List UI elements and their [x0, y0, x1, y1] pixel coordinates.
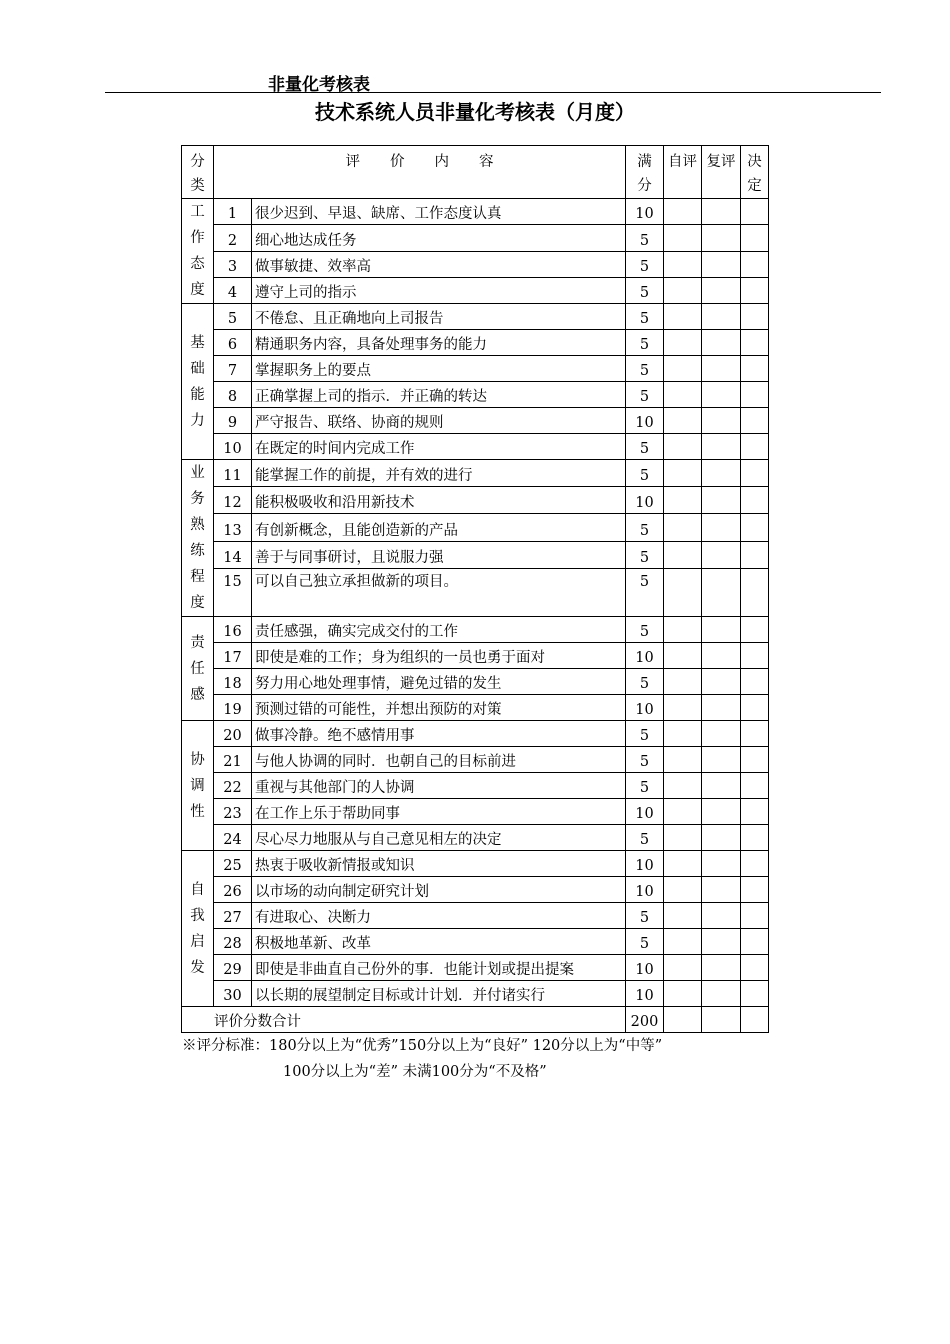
- self-eval-cell: [664, 408, 702, 434]
- decision-cell: [741, 747, 769, 773]
- review-cell: [702, 434, 741, 460]
- item-text: 责任感强，确实完成交付的工作: [252, 617, 626, 643]
- table-row: [182, 617, 769, 643]
- full-score: 10: [626, 955, 664, 981]
- review-cell: [702, 251, 741, 277]
- decision-cell: [741, 487, 769, 514]
- self-eval-cell: [664, 617, 702, 643]
- item-number: 3: [214, 251, 252, 277]
- self-eval-cell: [664, 199, 702, 225]
- item-number: 24: [214, 825, 252, 851]
- review-cell: [702, 799, 741, 825]
- review-cell: [702, 695, 741, 721]
- table-row: [182, 487, 769, 514]
- table-row: [182, 955, 769, 981]
- item-text: 即使是非曲直自己份外的事．也能计划或提出提案: [252, 955, 626, 981]
- item-number: 17: [214, 643, 252, 669]
- decision-cell: [741, 955, 769, 981]
- self-eval-cell: [664, 955, 702, 981]
- self-eval-cell: [664, 643, 702, 669]
- item-text: 能掌握工作的前提，并有效的进行: [252, 460, 626, 487]
- table-row: [182, 643, 769, 669]
- full-score: 10: [626, 199, 664, 225]
- full-score: 10: [626, 799, 664, 825]
- item-text: 热衷于吸收新情报或知识: [252, 851, 626, 877]
- item-text: 做事敏捷、效率高: [252, 251, 626, 277]
- item-text: 能积极吸收和沿用新技术: [252, 487, 626, 514]
- item-number: 13: [214, 514, 252, 541]
- full-score: 10: [626, 408, 664, 434]
- decision-cell: [741, 408, 769, 434]
- self-eval-cell: [664, 541, 702, 568]
- decision-cell: [741, 304, 769, 330]
- item-number: 25: [214, 851, 252, 877]
- item-text: 细心地达成任务: [252, 225, 626, 251]
- self-eval-cell: [664, 799, 702, 825]
- self-eval-cell: [664, 304, 702, 330]
- item-number: 12: [214, 487, 252, 514]
- header-self-eval: 自评: [664, 146, 702, 199]
- full-score: 5: [626, 721, 664, 747]
- table-row: [182, 825, 769, 851]
- item-text: 在既定的时间内完成工作: [252, 434, 626, 460]
- decision-cell: [741, 669, 769, 695]
- item-number: 28: [214, 929, 252, 955]
- self-eval-cell: [664, 903, 702, 929]
- table-row: [182, 356, 769, 382]
- decision-cell: [741, 825, 769, 851]
- decision-cell: [741, 799, 769, 825]
- item-text: 以长期的展望制定目标或计计划．并付诸实行: [252, 981, 626, 1007]
- table-row: [182, 408, 769, 434]
- decision-cell: [741, 877, 769, 903]
- evaluation-table: [181, 145, 769, 1033]
- document-header: 非量化考核表: [268, 75, 370, 95]
- header-review: 复评: [702, 146, 741, 199]
- item-number: 18: [214, 669, 252, 695]
- item-text: 重视与其他部门的人协调: [252, 773, 626, 799]
- full-score: 5: [626, 773, 664, 799]
- item-number: 20: [214, 721, 252, 747]
- category-cell: 工作态度: [182, 199, 214, 304]
- table-row: [182, 747, 769, 773]
- item-number: 14: [214, 541, 252, 568]
- decision-cell: [741, 929, 769, 955]
- review-cell: [702, 541, 741, 568]
- self-eval-cell: [664, 251, 702, 277]
- scoring-standard-line1: ※评分标准：180分以上为“优秀”150分以上为“良好” 120分以上为“中等”: [182, 1038, 663, 1054]
- self-eval-cell: [664, 851, 702, 877]
- item-number: 23: [214, 799, 252, 825]
- self-eval-cell: [664, 514, 702, 541]
- self-eval-cell: [664, 330, 702, 356]
- review-cell: [702, 877, 741, 903]
- self-eval-cell: [664, 669, 702, 695]
- header-full-score: 满分: [626, 146, 664, 199]
- decision-cell: [741, 981, 769, 1007]
- table-row: [182, 304, 769, 330]
- full-score: 5: [626, 382, 664, 408]
- item-number: 10: [214, 434, 252, 460]
- total-row: [182, 1007, 769, 1033]
- review-cell: [702, 487, 741, 514]
- item-number: 6: [214, 330, 252, 356]
- review-cell: [702, 330, 741, 356]
- full-score: 10: [626, 877, 664, 903]
- item-number: 7: [214, 356, 252, 382]
- category-cell: 责任感: [182, 617, 214, 721]
- decision-cell: [741, 903, 769, 929]
- table-row: [182, 877, 769, 903]
- full-score: 10: [626, 851, 664, 877]
- scoring-standard-line2: 100分以上为“差” 未满100分为“不及格”: [283, 1064, 547, 1080]
- table-row: [182, 568, 769, 616]
- table-row: [182, 541, 769, 568]
- full-score: 5: [626, 434, 664, 460]
- decision-cell: [741, 721, 769, 747]
- table-row: [182, 382, 769, 408]
- full-score: 5: [626, 460, 664, 487]
- full-score: 5: [626, 747, 664, 773]
- item-number: 22: [214, 773, 252, 799]
- review-cell: [702, 721, 741, 747]
- table-row: [182, 695, 769, 721]
- full-score: 5: [626, 929, 664, 955]
- table-row: [182, 851, 769, 877]
- decision-cell: [741, 617, 769, 643]
- table-row: [182, 251, 769, 277]
- item-number: 15: [214, 568, 252, 616]
- review-cell: [702, 617, 741, 643]
- decision-cell: [741, 277, 769, 303]
- self-eval-cell: [664, 460, 702, 487]
- item-text: 掌握职务上的要点: [252, 356, 626, 382]
- item-text: 善于与同事研讨，且说服力强: [252, 541, 626, 568]
- item-text: 在工作上乐于帮助同事: [252, 799, 626, 825]
- item-number: 27: [214, 903, 252, 929]
- self-eval-cell: [664, 434, 702, 460]
- header-decision: 决定: [741, 146, 769, 199]
- item-text: 可以自己独立承担做新的项目。: [252, 568, 626, 616]
- review-cell: [702, 356, 741, 382]
- self-eval-cell: [664, 695, 702, 721]
- item-text: 即使是难的工作；身为组织的一员也勇于面对: [252, 643, 626, 669]
- table-row: [182, 799, 769, 825]
- header-category: 分类: [182, 146, 214, 199]
- table-row: [182, 225, 769, 251]
- full-score: 5: [626, 541, 664, 568]
- full-score: 5: [626, 617, 664, 643]
- item-number: 9: [214, 408, 252, 434]
- self-eval-cell: [664, 747, 702, 773]
- decision-cell: [741, 695, 769, 721]
- decision-cell: [741, 541, 769, 568]
- category-cell: 业务熟练程度: [182, 460, 214, 617]
- table-row: [182, 277, 769, 303]
- item-text: 与他人协调的同时．也朝自己的目标前进: [252, 747, 626, 773]
- total-score: 200: [626, 1007, 664, 1033]
- full-score: 5: [626, 225, 664, 251]
- item-number: 26: [214, 877, 252, 903]
- item-text: 正确掌握上司的指示．并正确的转达: [252, 382, 626, 408]
- item-number: 8: [214, 382, 252, 408]
- review-cell: [702, 225, 741, 251]
- total-label: 评价分数合计: [182, 1007, 626, 1033]
- review-cell: [702, 903, 741, 929]
- review-cell: [702, 199, 741, 225]
- self-eval-cell: [664, 487, 702, 514]
- table-row: [182, 903, 769, 929]
- item-number: 1: [214, 199, 252, 225]
- table-row: [182, 721, 769, 747]
- item-text: 努力用心地处理事情，避免过错的发生: [252, 669, 626, 695]
- full-score: 10: [626, 981, 664, 1007]
- full-score: 5: [626, 568, 664, 616]
- item-text: 有进取心、决断力: [252, 903, 626, 929]
- full-score: 5: [626, 277, 664, 303]
- review-cell: [702, 568, 741, 616]
- full-score: 10: [626, 695, 664, 721]
- full-score: 5: [626, 514, 664, 541]
- self-eval-cell: [664, 225, 702, 251]
- self-eval-cell: [664, 825, 702, 851]
- self-eval-cell: [664, 877, 702, 903]
- item-text: 不倦怠、且正确地向上司报告: [252, 304, 626, 330]
- self-eval-cell: [664, 356, 702, 382]
- review-cell: [702, 851, 741, 877]
- table-row: [182, 514, 769, 541]
- category-cell: 自我启发: [182, 851, 214, 1007]
- review-cell: [702, 981, 741, 1007]
- full-score: 5: [626, 903, 664, 929]
- decision-cell: [741, 199, 769, 225]
- table-row: [182, 199, 769, 225]
- review-cell: [702, 643, 741, 669]
- review-cell: [702, 304, 741, 330]
- review-cell: [702, 747, 741, 773]
- item-text: 积极地革新、改革: [252, 929, 626, 955]
- review-cell: [702, 277, 741, 303]
- self-eval-cell: [664, 721, 702, 747]
- table-row: [182, 434, 769, 460]
- item-text: 遵守上司的指示: [252, 277, 626, 303]
- self-eval-cell: [664, 568, 702, 616]
- header-content: 评价内容: [214, 146, 626, 199]
- item-text: 精通职务内容，具备处理事务的能力: [252, 330, 626, 356]
- review-cell: [702, 382, 741, 408]
- self-eval-cell: [664, 981, 702, 1007]
- header-rule: [105, 92, 881, 93]
- decision-cell: [741, 568, 769, 616]
- full-score: 5: [626, 669, 664, 695]
- table-row: [182, 669, 769, 695]
- full-score: 5: [626, 330, 664, 356]
- review-cell: [702, 955, 741, 981]
- item-number: 4: [214, 277, 252, 303]
- review-cell: [702, 460, 741, 487]
- review-cell: [702, 773, 741, 799]
- self-eval-cell: [664, 382, 702, 408]
- table-row: [182, 330, 769, 356]
- full-score: 10: [626, 643, 664, 669]
- self-eval-cell: [664, 929, 702, 955]
- table-row: [182, 929, 769, 955]
- full-score: 5: [626, 304, 664, 330]
- decision-cell: [741, 773, 769, 799]
- decision-cell: [741, 434, 769, 460]
- decision-cell: [741, 225, 769, 251]
- table-row: [182, 981, 769, 1007]
- item-text: 预测过错的可能性，并想出预防的对策: [252, 695, 626, 721]
- item-number: 21: [214, 747, 252, 773]
- item-text: 有创新概念，且能创造新的产品: [252, 514, 626, 541]
- table-row: [182, 773, 769, 799]
- category-cell: 基础能力: [182, 304, 214, 460]
- table-header-row: [182, 146, 769, 199]
- self-eval-cell: [664, 277, 702, 303]
- item-text: 很少迟到、早退、缺席、工作态度认真: [252, 199, 626, 225]
- item-text: 尽心尽力地服从与自己意见相左的决定: [252, 825, 626, 851]
- item-number: 16: [214, 617, 252, 643]
- review-cell: [702, 669, 741, 695]
- review-cell: [702, 929, 741, 955]
- full-score: 10: [626, 487, 664, 514]
- decision-cell: [741, 330, 769, 356]
- decision-cell: [741, 251, 769, 277]
- decision-cell: [741, 643, 769, 669]
- item-number: 5: [214, 304, 252, 330]
- item-number: 30: [214, 981, 252, 1007]
- decision-cell: [741, 460, 769, 487]
- review-cell: [702, 825, 741, 851]
- review-cell: [702, 514, 741, 541]
- item-number: 11: [214, 460, 252, 487]
- page-title: 技术系统人员非量化考核表（月度）: [315, 100, 635, 124]
- decision-cell: [741, 514, 769, 541]
- item-number: 19: [214, 695, 252, 721]
- full-score: 5: [626, 825, 664, 851]
- item-text: 做事冷静。绝不感情用事: [252, 721, 626, 747]
- full-score: 5: [626, 356, 664, 382]
- decision-cell: [741, 382, 769, 408]
- self-eval-total: [664, 1007, 702, 1033]
- decision-cell: [741, 356, 769, 382]
- decision-cell: [741, 851, 769, 877]
- review-total: [702, 1007, 741, 1033]
- decision-total: [741, 1007, 769, 1033]
- self-eval-cell: [664, 773, 702, 799]
- category-cell: 协调性: [182, 721, 214, 851]
- review-cell: [702, 408, 741, 434]
- item-number: 29: [214, 955, 252, 981]
- full-score: 5: [626, 251, 664, 277]
- item-text: 严守报告、联络、协商的规则: [252, 408, 626, 434]
- item-text: 以市场的动向制定研究计划: [252, 877, 626, 903]
- item-number: 2: [214, 225, 252, 251]
- table-row: [182, 460, 769, 487]
